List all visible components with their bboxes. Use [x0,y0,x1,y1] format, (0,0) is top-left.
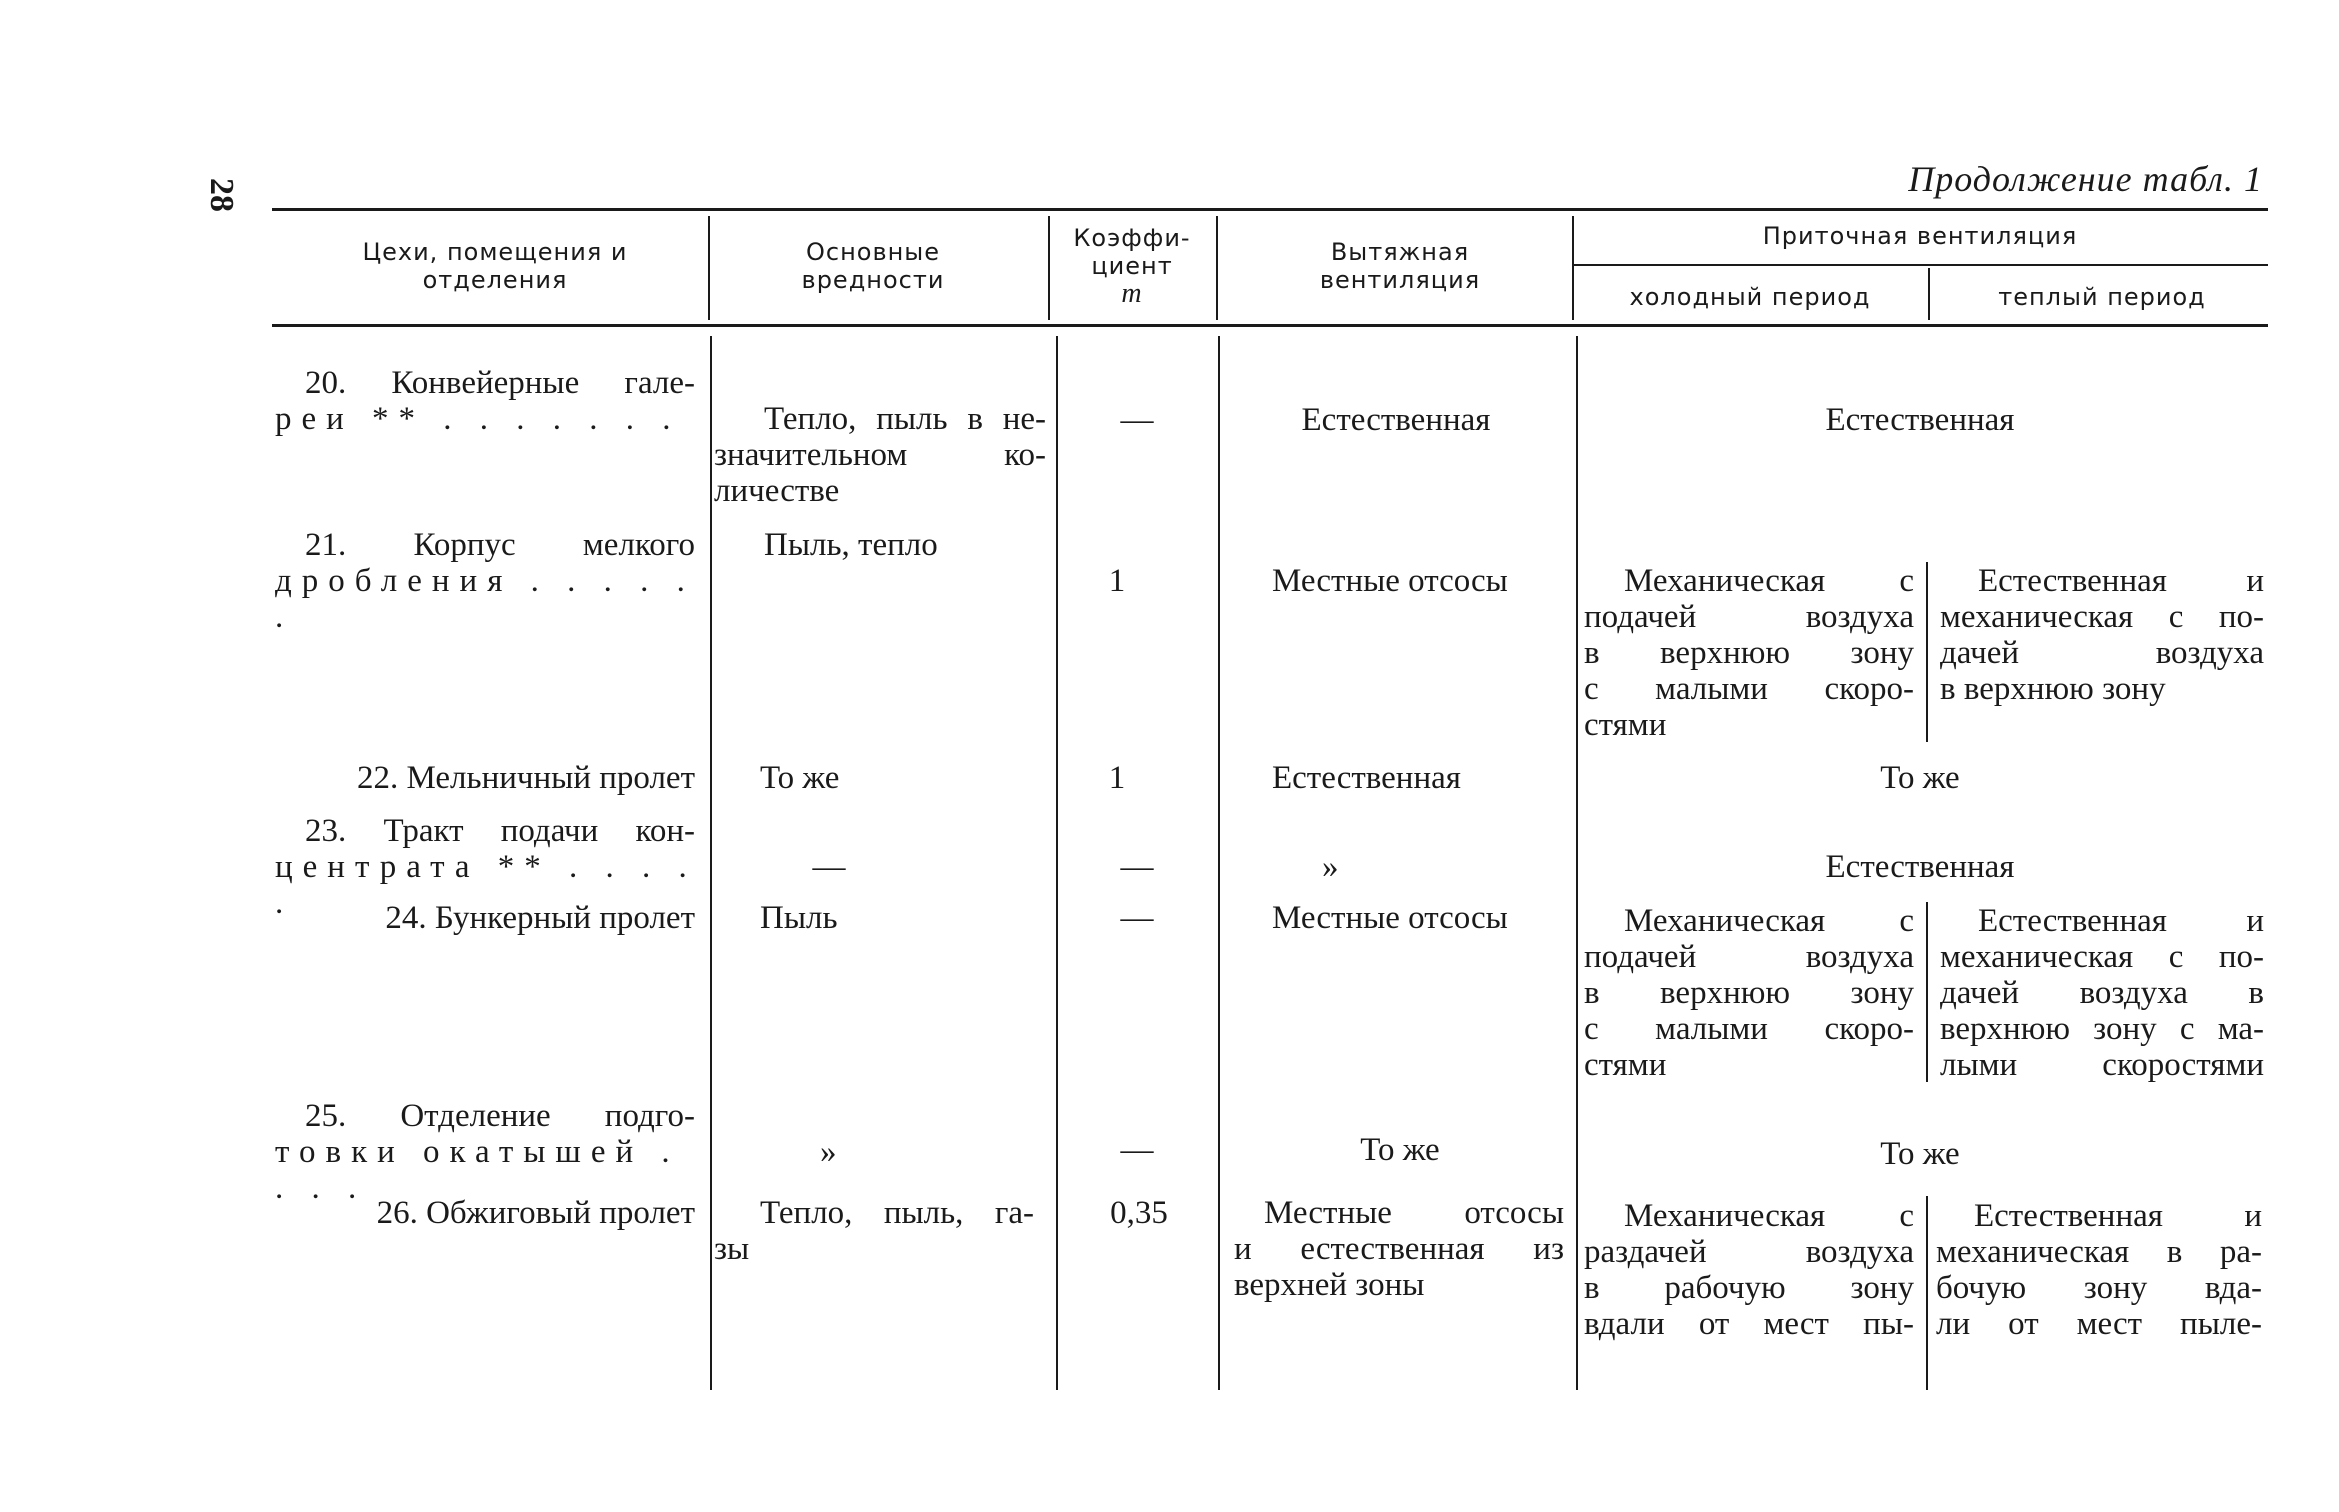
row-supply: То же [1880,760,1960,796]
row-supply: То же [1880,1136,1960,1172]
row-supply-cold: Механическая с подачей воздуха в верхнюю зону с малыми скоро- стями [1584,563,1914,743]
row-hazard: Тепло, пыль в не- значительном ко- личестве [714,401,1046,509]
row-name: 21. Корпус мелкого [305,527,695,563]
header-divider [1216,216,1218,320]
supply-split-divider [1926,562,1928,742]
header-exhaust: Вытяжная вентиляция [1319,238,1481,294]
row-exhaust: Естественная [1272,760,1461,796]
table-continuation-label: Продолжение табл. 1 [1908,159,2263,199]
supply-split-divider [1926,902,1928,1082]
row-exhaust: Естественная [1301,402,1491,438]
supply-header-rule [1572,264,2268,266]
header-cold-period: холодный период [1629,283,1871,311]
row-hazard: — [812,849,846,885]
body-divider [1218,336,1220,1390]
row-supply: Естественная [1825,402,2015,438]
row-name: товки окатышей . . . . [275,1134,680,1206]
body-divider [1056,336,1058,1390]
header-bottom-rule [272,324,2268,327]
header-divider [1928,268,1930,320]
row-coefficient: — [1120,1132,1154,1168]
row-hazard: » [820,1134,837,1170]
row-hazard: Пыль, тепло [764,527,938,563]
row-hazard: Тепло, пыль, га- зы [714,1195,1034,1267]
row-coefficient: 0,35 [1110,1195,1168,1231]
supply-split-divider [1926,1196,1928,1390]
page-number: 28 [203,178,240,212]
header-departments: Цехи, помещения и отделения [362,238,628,294]
row-name: центрата ** . . . . . [275,849,697,921]
header-warm-period: теплый период [1998,283,2206,311]
row-name: реи ** . . . . . . . [275,401,681,437]
body-divider [1576,336,1578,1390]
header-divider [1048,216,1050,320]
row-hazard: То же [760,760,840,796]
row-coefficient: 1 [1108,760,1126,796]
row-supply-warm: Естественная и механическая с по- дачей воздуха в верхнюю зону [1940,563,2264,707]
row-coefficient: — [1120,402,1154,438]
row-name: 24. Бункерный пролет [385,900,695,936]
row-exhaust: » [1322,849,1339,885]
row-exhaust: Местные отсосы [1272,563,1508,599]
row-name: 20. Конвейерные гале- [305,365,695,401]
header-hazards: Основные вредности [801,238,945,294]
row-name: 26. Обжиговый пролет [376,1195,695,1231]
row-supply-cold: Механическая с раздачей воздуха в рабочую зону вдали от мест пы- [1584,1198,1914,1342]
row-coefficient: 1 [1108,563,1126,599]
row-exhaust: То же [1360,1132,1440,1168]
row-supply-warm: Естественная и механическая в ра- бочую зону вда- ли от мест пыле- [1936,1198,2262,1342]
row-supply: Естественная [1825,849,2015,885]
row-supply-warm: Естественная и механическая с по- дачей воздуха в верхнюю зону с ма- лыми скоростями [1940,903,2264,1083]
header-divider [1572,216,1574,320]
row-supply-cold: Механическая с подачей воздуха в верхнюю зону с малыми скоро- стями [1584,903,1914,1083]
row-name: 22. Мельничный пролет [357,760,695,796]
row-name: 23. Тракт подачи кон- [305,813,695,849]
row-name: дробления . . . . . . [275,563,695,635]
table-top-rule [272,208,2268,211]
coefficient-symbol: m [1121,278,1143,309]
row-hazard: Пыль [760,900,838,936]
header-divider [708,216,710,320]
header-coefficient: Коэффи- циент m [1073,224,1191,309]
row-coefficient: — [1120,900,1154,936]
row-coefficient: — [1120,849,1154,885]
header-supply: Приточная вентиляция [1762,222,2078,250]
row-exhaust: Местные отсосы и естественная из верхней зоны [1234,1195,1564,1303]
row-name: 25. Отделение подго- [305,1098,695,1134]
row-exhaust: Местные отсосы [1272,900,1508,936]
